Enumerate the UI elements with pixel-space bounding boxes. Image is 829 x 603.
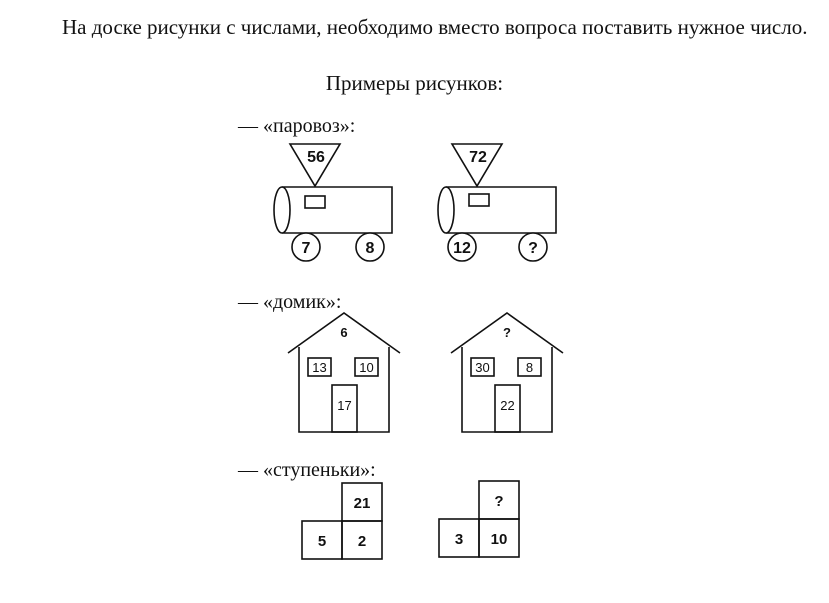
train-section-label: — «паровоз»:: [238, 115, 356, 137]
house-section-label: — «домик»:: [238, 291, 342, 313]
intro-text: На доске рисунки с числами, необходимо вместо вопроса поставить нужное число.: [62, 15, 808, 39]
train-window: [305, 196, 325, 208]
house-left-window-number: 13: [312, 360, 327, 375]
train-boiler-end: [438, 187, 454, 233]
house-roof-number: 6: [340, 325, 348, 340]
steps-figure-2: [439, 481, 519, 557]
train-figure-1: [274, 144, 392, 261]
train-left-wheel-number: 12: [453, 240, 471, 257]
train-top-number: 56: [307, 149, 325, 166]
steps-top-number: ?: [494, 493, 504, 510]
train-window: [469, 194, 489, 206]
steps-bottom-right-number: 2: [357, 533, 367, 550]
house-right-window-number: 8: [525, 360, 534, 375]
train-right-wheel-number: ?: [528, 240, 538, 257]
house-door-number: 17: [337, 398, 352, 413]
train-boiler-body: [282, 187, 392, 233]
house-figure-2: [451, 313, 563, 432]
house-right-window-number: 10: [359, 360, 374, 375]
steps-figure-1: [302, 483, 382, 559]
train-left-wheel-number: 7: [301, 240, 311, 257]
house-left-window-number: 30: [475, 360, 490, 375]
examples-heading: Примеры рисунков:: [325, 71, 504, 95]
train-top-number: 72: [469, 149, 487, 166]
train-right-wheel-number: 8: [365, 240, 375, 257]
train-boiler-end: [274, 187, 290, 233]
house-roof-number: ?: [503, 325, 511, 340]
train-figure-2: [438, 144, 556, 261]
steps-bottom-left-number: 3: [454, 531, 464, 548]
steps-bottom-left-number: 5: [317, 533, 327, 550]
steps-top-number: 21: [353, 495, 371, 512]
steps-bottom-right-number: 10: [490, 531, 508, 548]
house-figure-1: [288, 313, 400, 432]
train-boiler-body: [446, 187, 556, 233]
house-door-number: 22: [500, 398, 515, 413]
steps-section-label: — «ступеньки»:: [238, 459, 376, 481]
